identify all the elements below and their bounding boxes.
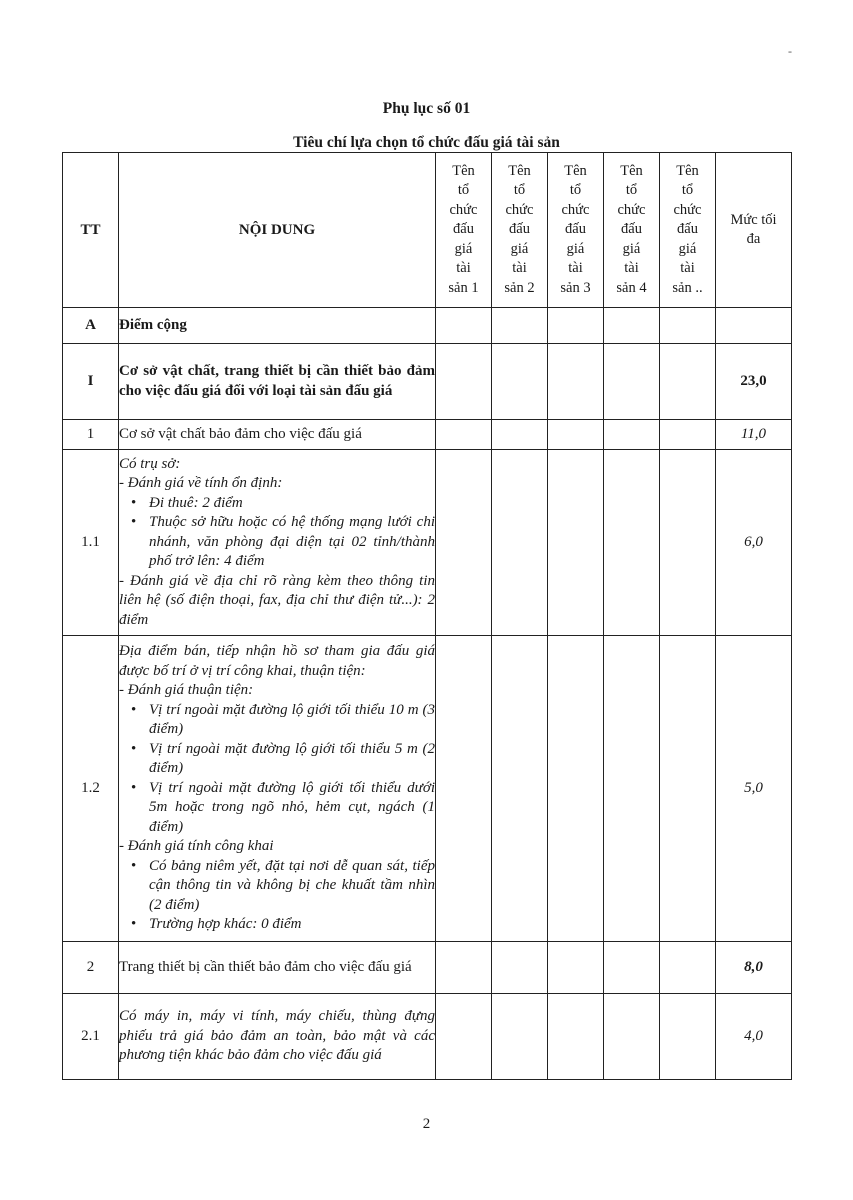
column-header-org-4: Tên tổ chức đấu giá tài sản 4 <box>604 153 660 308</box>
column-header-tt: TT <box>63 153 119 308</box>
appendix-title: Phụ lục số 01 <box>382 100 471 117</box>
row-max-score: 4,0 <box>716 994 792 1080</box>
score-cell[interactable] <box>660 420 716 450</box>
row-max-score <box>716 308 792 344</box>
list-item: • Vị trí ngoài mặt đường lộ giới tối thiểu dưới 5m hoặc trong ngõ nhỏ, hẻm cụt, ngách (1 điểm) <box>149 779 435 838</box>
row-tt: 1 <box>63 420 119 450</box>
list-item: • Vị trí ngoài mặt đường lộ giới tối thiểu 10 m (3 điểm) <box>149 701 435 740</box>
column-header-org-5: Tên tổ chức đấu giá tài sản .. <box>660 153 716 308</box>
criterion-line: - Đánh giá thuận tiện: <box>119 682 254 699</box>
score-cell[interactable] <box>660 308 716 344</box>
list-item: • Thuộc sở hữu hoặc có hệ thống mạng lưới chi nhánh, văn phòng đại diện tại 02 tỉnh/thành phố trở lên: 4 điểm <box>149 513 435 572</box>
score-cell[interactable] <box>492 636 548 942</box>
criteria-table <box>62 152 792 1080</box>
score-cell[interactable] <box>548 308 604 344</box>
score-cell[interactable] <box>436 994 492 1080</box>
row-content: Cơ sở vật chất, trang thiết bị cần thiết bảo đảm cho việc đấu giá đối với loại tài sản đấu giá <box>119 344 436 420</box>
row-content: Có máy in, máy vi tính, máy chiếu, thùng đựng phiếu trả giá bảo đảm an toàn, bảo mật và các phương tiện khác bảo đảm cho việc đấu giá <box>119 994 436 1080</box>
score-cell[interactable] <box>548 942 604 994</box>
score-cell[interactable] <box>492 994 548 1080</box>
score-cell[interactable] <box>604 942 660 994</box>
document-title: Tiêu chí lựa chọn tổ chức đấu giá tài sản <box>293 134 560 151</box>
column-header-org-2: Tên tổ chức đấu giá tài sản 2 <box>492 153 548 308</box>
criterion-line: - Đánh giá tính công khai <box>119 838 274 855</box>
score-cell[interactable] <box>492 942 548 994</box>
criterion-intro: Địa điểm bán, tiếp nhận hồ sơ tham gia đấu giá được bố trí ở vị trí công khai, thuận tiện: <box>119 643 435 679</box>
row-tt: A <box>63 308 119 344</box>
list-item: • Có bảng niêm yết, đặt tại nơi dễ quan sát, tiếp cận thông tin và không bị che khuất tầm nhìn (2 điểm) <box>149 857 435 916</box>
score-cell[interactable] <box>660 636 716 942</box>
row-content <box>119 636 436 942</box>
criterion-line: - Đánh giá về tính ổn định: <box>119 475 283 492</box>
score-cell[interactable] <box>660 942 716 994</box>
column-header-org-3: Tên tổ chức đấu giá tài sản 3 <box>548 153 604 308</box>
table-row <box>63 450 792 636</box>
score-cell[interactable] <box>436 308 492 344</box>
row-max-score: 11,0 <box>716 420 792 450</box>
score-cell[interactable] <box>492 450 548 636</box>
table-row <box>63 344 792 420</box>
row-content: Điểm cộng <box>119 308 436 344</box>
score-cell[interactable] <box>604 450 660 636</box>
row-content <box>119 450 436 636</box>
score-cell[interactable] <box>604 420 660 450</box>
criterion-line: - Đánh giá về địa chỉ rõ ràng kèm theo thông tin liên hệ (số điện thoại, fax, địa chỉ thư điện tử...): 2 điểm <box>119 572 435 628</box>
table-row <box>63 420 792 450</box>
score-cell[interactable] <box>436 942 492 994</box>
criterion-bullets <box>119 701 435 838</box>
score-cell[interactable] <box>548 994 604 1080</box>
score-cell[interactable] <box>436 450 492 636</box>
table-row <box>63 636 792 942</box>
row-tt: 1.2 <box>63 636 119 942</box>
list-item: • Đi thuê: 2 điểm <box>149 494 435 514</box>
score-cell[interactable] <box>436 344 492 420</box>
score-cell[interactable] <box>604 636 660 942</box>
table-row <box>63 308 792 344</box>
score-cell[interactable] <box>660 994 716 1080</box>
score-cell[interactable] <box>548 636 604 942</box>
score-cell[interactable] <box>492 308 548 344</box>
page-number: 2 <box>422 1116 431 1132</box>
score-cell[interactable] <box>492 420 548 450</box>
row-content: Trang thiết bị cần thiết bảo đảm cho việc đấu giá <box>119 942 436 994</box>
score-cell[interactable] <box>548 344 604 420</box>
score-cell[interactable] <box>660 450 716 636</box>
corner-mark: - <box>788 44 792 58</box>
header-row <box>63 153 792 308</box>
row-max-score: 23,0 <box>716 344 792 420</box>
row-max-score: 6,0 <box>716 450 792 636</box>
list-item: • Trường hợp khác: 0 điểm <box>149 915 435 935</box>
table-row <box>63 942 792 994</box>
row-max-score: 8,0 <box>716 942 792 994</box>
row-tt: I <box>63 344 119 420</box>
column-header-max-score: Mức tối đa <box>716 153 792 308</box>
score-cell[interactable] <box>548 450 604 636</box>
row-content: Cơ sở vật chất bảo đảm cho việc đấu giá <box>119 420 436 450</box>
score-cell[interactable] <box>436 420 492 450</box>
score-cell[interactable] <box>492 344 548 420</box>
score-cell[interactable] <box>604 994 660 1080</box>
score-cell[interactable] <box>548 420 604 450</box>
column-header-content: NỘI DUNG <box>119 153 436 308</box>
score-cell[interactable] <box>604 308 660 344</box>
list-item: • Vị trí ngoài mặt đường lộ giới tối thiểu 5 m (2 điểm) <box>149 740 435 779</box>
criterion-bullets <box>119 857 435 935</box>
column-header-org-1: Tên tổ chức đấu giá tài sản 1 <box>436 153 492 308</box>
row-tt: 1.1 <box>63 450 119 636</box>
row-tt: 2 <box>63 942 119 994</box>
criterion-intro: Có trụ sở: <box>119 455 181 472</box>
score-cell[interactable] <box>604 344 660 420</box>
row-max-score: 5,0 <box>716 636 792 942</box>
criterion-bullets <box>119 494 435 572</box>
score-cell[interactable] <box>660 344 716 420</box>
row-tt: 2.1 <box>63 994 119 1080</box>
score-cell[interactable] <box>436 636 492 942</box>
table-row <box>63 994 792 1080</box>
